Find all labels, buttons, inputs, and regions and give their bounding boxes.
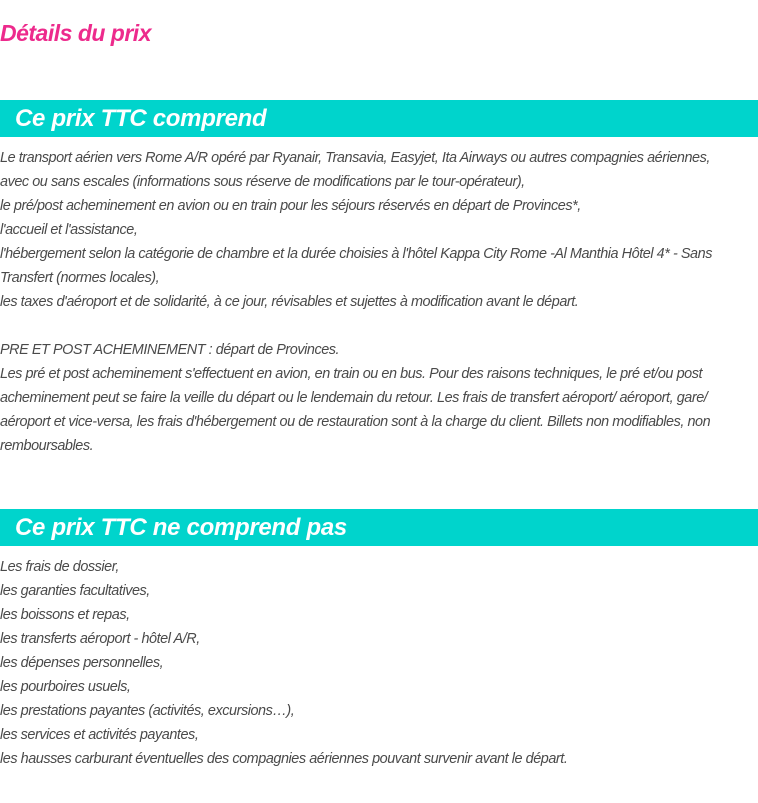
spacer bbox=[0, 314, 758, 338]
excluded-item: les transferts aéroport - hôtel A/R, bbox=[0, 631, 200, 647]
page-title: Détails du prix bbox=[0, 20, 151, 46]
excluded-item: les prestations payantes (activités, excursions…), bbox=[0, 703, 295, 719]
transfer-note-line: remboursables. bbox=[0, 438, 94, 454]
included-item: Transfert (normes locales), bbox=[0, 270, 160, 286]
excluded-item: les hausses carburant éventuelles des compagnies aériennes pouvant survenir avant le départ. bbox=[0, 751, 568, 767]
included-item: les taxes d'aéroport et de solidarité, à ce jour, révisables et sujettes à modification avant le départ. bbox=[0, 294, 579, 310]
included-item: l'hébergement selon la catégorie de chambre et la durée choisies à l'hôtel Kappa City Rome -Al Manthia Hôtel 4* - Sans bbox=[0, 246, 712, 262]
excluded-heading: Ce prix TTC ne comprend pas bbox=[0, 509, 758, 546]
excluded-item: les pourboires usuels, bbox=[0, 679, 131, 695]
transfer-note-heading: PRE ET POST ACHEMINEMENT : départ de Provinces. bbox=[0, 342, 340, 358]
included-list bbox=[0, 146, 758, 458]
excluded-item: les garanties facultatives, bbox=[0, 583, 150, 599]
included-item: avec ou sans escales (informations sous réserve de modifications par le tour-opérateur), bbox=[0, 174, 525, 190]
transfer-note bbox=[0, 338, 758, 458]
excluded-list bbox=[0, 555, 758, 771]
transfer-note-line: Les pré et post acheminement s'effectuent en avion, en train ou en bus. Pour des raisons techniques, le pré et/ou post bbox=[0, 366, 703, 382]
excluded-item: Les frais de dossier, bbox=[0, 559, 119, 575]
excluded-item: les services et activités payantes, bbox=[0, 727, 199, 743]
included-item: le pré/post acheminement en avion ou en train pour les séjours réservés en départ de Provinces*, bbox=[0, 198, 581, 214]
transfer-note-line: aéroport et vice-versa, les frais d'hébergement ou de restauration sont à la charge du client. Billets non modifiables, non bbox=[0, 414, 711, 430]
transfer-note-line: acheminement peut se faire la veille du départ ou le lendemain du retour. Les frais de transfert aéroport/ aéroport, gare/ bbox=[0, 390, 708, 406]
excluded-item: les dépenses personnelles, bbox=[0, 655, 164, 671]
included-heading: Ce prix TTC comprend bbox=[0, 100, 758, 137]
included-item: Le transport aérien vers Rome A/R opéré par Ryanair, Transavia, Easyjet, Ita Airways ou autres compagnies aériennes, bbox=[0, 150, 710, 166]
excluded-item: les boissons et repas, bbox=[0, 607, 130, 623]
included-item: l'accueil et l'assistance, bbox=[0, 222, 138, 238]
